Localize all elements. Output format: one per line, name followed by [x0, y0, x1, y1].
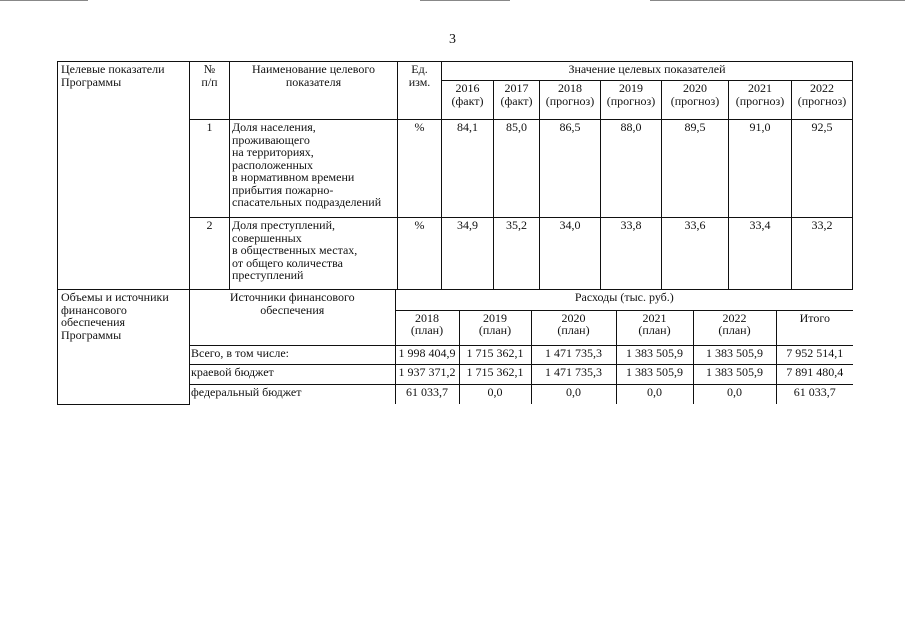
table-row	[190, 384, 853, 404]
amount-cell: 0,0	[531, 384, 616, 404]
unit-cell: %	[398, 218, 442, 290]
col-total-header: Итого	[776, 310, 853, 345]
total-cell: 7 891 480,4	[776, 364, 853, 384]
source-label: краевой бюджет	[190, 364, 395, 384]
target-year-header: 2017 (факт)	[494, 81, 540, 120]
target-year-header: 2020 (прогноз)	[662, 81, 729, 120]
table-row	[190, 345, 853, 364]
finance-year-header: 2020 (план)	[531, 310, 616, 345]
page-number: 3	[449, 32, 456, 47]
target-year-header: 2021 (прогноз)	[729, 81, 792, 120]
value-cell: 34,0	[540, 218, 601, 290]
target-year-header: 2022 (прогноз)	[792, 81, 853, 120]
value-cell: 91,0	[729, 120, 792, 218]
col-sources-header: Источники финансового обеспечения	[190, 290, 395, 345]
col-unit-header: Ед. изм.	[398, 62, 442, 120]
value-cell: 92,5	[792, 120, 853, 218]
indicator-name: Доля населения, проживающего на территориях, расположенных в нормативном времени прибытия пожарно- спасательных подразделений	[230, 120, 398, 218]
amount-cell: 1 383 505,9	[616, 364, 693, 384]
value-cell: 33,2	[792, 218, 853, 290]
amount-cell: 1 471 735,3	[531, 364, 616, 384]
row-number: 1	[190, 120, 230, 218]
scan-edge-line-left	[0, 0, 88, 1]
finance-section-label: Объемы и источники финансового обеспечения Программы	[58, 290, 190, 405]
amount-cell: 1 471 735,3	[531, 345, 616, 364]
value-cell: 33,6	[662, 218, 729, 290]
finance-year-header: 2021 (план)	[616, 310, 693, 345]
finance-block	[190, 290, 853, 405]
scan-edge-line-right	[650, 0, 905, 1]
col-number-header: № п/п	[190, 62, 230, 120]
value-cell: 34,9	[442, 218, 494, 290]
value-cell: 33,8	[601, 218, 662, 290]
col-name-header: Наименование целевого показателя	[230, 62, 398, 120]
finance-year-header: 2022 (план)	[693, 310, 776, 345]
amount-cell: 1 715 362,1	[459, 345, 531, 364]
col-expenses-header: Расходы (тыс. руб.)	[395, 290, 853, 310]
table-row	[190, 364, 853, 384]
amount-cell: 0,0	[616, 384, 693, 404]
amount-cell: 1 383 505,9	[616, 345, 693, 364]
total-cell: 7 952 514,1	[776, 345, 853, 364]
value-cell: 86,5	[540, 120, 601, 218]
finance-table	[190, 290, 853, 404]
total-cell: 61 033,7	[776, 384, 853, 404]
row-number: 2	[190, 218, 230, 290]
amount-cell: 1 383 505,9	[693, 345, 776, 364]
value-cell: 85,0	[494, 120, 540, 218]
value-cell: 88,0	[601, 120, 662, 218]
target-year-header: 2016 (факт)	[442, 81, 494, 120]
value-cell: 33,4	[729, 218, 792, 290]
amount-cell: 61 033,7	[395, 384, 459, 404]
col-values-header: Значение целевых показателей	[442, 62, 853, 81]
target-year-header: 2019 (прогноз)	[601, 81, 662, 120]
source-label: Всего, в том числе:	[190, 345, 395, 364]
value-cell: 35,2	[494, 218, 540, 290]
value-cell: 84,1	[442, 120, 494, 218]
target-year-header: 2018 (прогноз)	[540, 81, 601, 120]
indicator-name: Доля преступлений, совершенных в общественных местах, от общего количества преступлений	[230, 218, 398, 290]
targets-section-label: Целевые показатели Программы	[58, 62, 190, 290]
unit-cell: %	[398, 120, 442, 218]
finance-year-header: 2019 (план)	[459, 310, 531, 345]
amount-cell: 1 715 362,1	[459, 364, 531, 384]
source-label: федеральный бюджет	[190, 384, 395, 404]
passport-table	[57, 61, 853, 405]
amount-cell: 1 998 404,9	[395, 345, 459, 364]
amount-cell: 1 383 505,9	[693, 364, 776, 384]
scan-edge-line-mid	[420, 0, 510, 1]
finance-year-header: 2018 (план)	[395, 310, 459, 345]
amount-cell: 0,0	[459, 384, 531, 404]
value-cell: 89,5	[662, 120, 729, 218]
amount-cell: 0,0	[693, 384, 776, 404]
amount-cell: 1 937 371,2	[395, 364, 459, 384]
